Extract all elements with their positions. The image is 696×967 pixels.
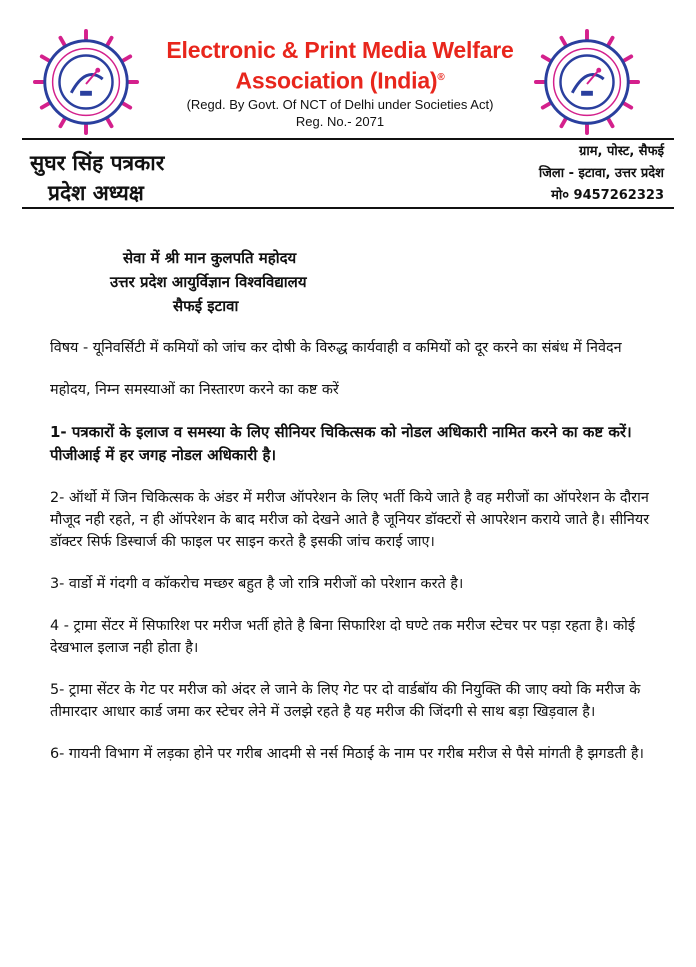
point-3: 3- वार्डो में गंदगी व कॉकरोच मच्छर बहुत है जो रात्रि मरीजों को परेशान करते है। [50,576,464,592]
registration-number: Reg. No.- 2071 [295,114,385,129]
header-divider-bottom [22,207,674,209]
sender-name: सुघर सिंह पत्रकार [30,151,165,175]
point-1: 1- पत्रकारों के इलाज व समस्या के लिए सीनियर चिकित्सक को नोडल अधिकारी नामित करने का कष्ट करें। पीजीआई में हर जगह नोडल अधिकारी है। [50,423,632,464]
recipient-line3: सैफई इटावा [173,297,239,315]
registered-mark: ® [437,72,445,83]
address-line2: जिला - इटावा, उत्तर प्रदेश [538,166,664,181]
address-line1: ग्राम, पोस्ट, सैफई [579,144,664,159]
phone-number: मो० 9457262323 [551,188,664,203]
point-6: 6- गायनी विभाग में लड़का होने पर गरीब आदमी से नर्स मिठाई के नाम पर गरीब मरीज से पैसे मांगती है झगडती है। [50,746,644,762]
organization-name [150,36,530,95]
association-logo-left [32,28,140,136]
association-logo-right [533,28,641,136]
recipient-address [110,246,307,318]
organization-name-line1: Electronic & Print Media Welfare [166,37,514,63]
header-divider-top [22,138,674,140]
association-emblem-icon [32,28,140,136]
point-5: 5- ट्रामा सेंटर के गेट पर मरीज को अंदर ले जाने के लिए गेट पर दो वार्डबॉय की नियुक्ति की जाए क्यो कि मरीज के तीमारदार आधार कार्ड जमा कर स्टेचर लेने में उलझे रहते है यह मरीज की जिंदगी से साथ बड़ा खिड़वाल है। [50,682,641,720]
sender-address-block [539,141,664,207]
recipient-line1: सेवा में श्री मान कुलपति महोदय [123,249,297,267]
recipient-line2: उत्तर प्रदेश आयुर्विज्ञान विश्वविद्यालय [110,273,307,291]
letter-body [50,337,650,785]
sender-designation: प्रदेश अध्यक्ष [48,181,144,205]
salutation: महोदय, निम्न समस्याओं का निस्तारण करने का कष्ट करें [50,382,339,398]
subject-line: विषय - यूनिवर्सिटी में कमियों को जांच कर दोषी के विरुद्ध कार्यवाही व कमियों को दूर करने का संबंध में निवेदन [50,340,622,356]
association-emblem-icon [533,28,641,136]
registration-line: (Regd. By Govt. Of NCT of Delhi under Societies Act) [186,97,494,112]
point-4: 4 - ट्रामा सेंटर में सिफारिश पर मरीज भर्ती होते है बिना सिफारिश दो घण्टे तक मरीज स्टेचर पर पड़ा रहता है। कोई देखभाल इलाज नही होता है। [50,618,635,656]
point-2: 2- ऑर्थो में जिन चिकित्सक के अंडर में मरीज ऑपरेशन के लिए भर्ती किये जाते है वह मरीजों का ऑपरेशन के दौरान मौजूद नही रहते, न ही ऑपरेशन के बाद मरीज को देखने आते है जूनियर डॉक्टरों से आपरेशन कराये जाते है। सीनियर डॉक्टर सिर्फ डिस्चार्ज की फाइल पर साइन करते है इसकी जांच कराई जाए। [50,490,650,550]
organization-name-line2: Association (India) [235,67,438,94]
registration-details [150,96,530,130]
sender-block [30,148,164,208]
